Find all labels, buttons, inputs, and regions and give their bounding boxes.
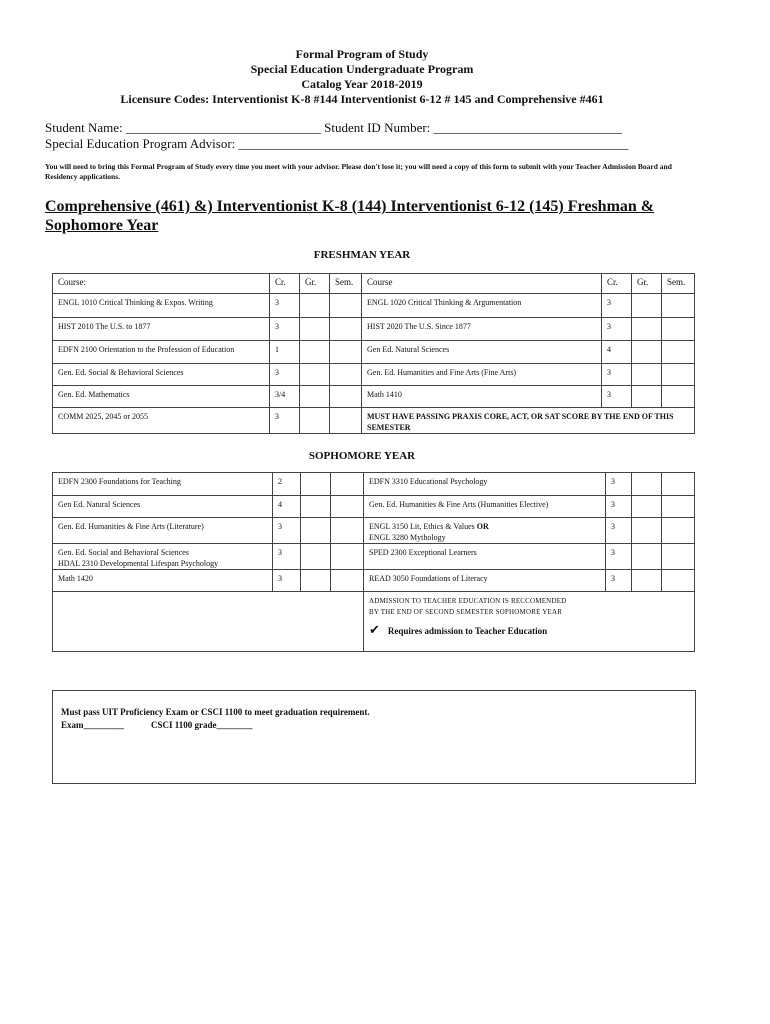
grade-cell[interactable] [632,496,662,518]
document-header [0,47,724,107]
column-header: Sem. [662,274,695,294]
credit-cell: 4 [273,496,301,518]
semester-cell[interactable] [331,496,364,518]
instruction-note: You will need to bring this Formal Program of Study every time you meet with your advisor. Please don't lose it; you will need a copy of this form to submit with your Teacher Admission Board and Residency applications. [45,162,672,181]
credit-cell: 2 [273,473,301,496]
empty-cell [53,592,364,652]
grade-cell[interactable] [301,473,331,496]
credit-cell: 3 [270,364,300,386]
table-row [53,570,695,592]
grade-cell[interactable] [301,544,331,570]
credit-cell: 3 [602,386,632,408]
course-cell: HIST 2010 The U.S. to 1877 [53,318,270,341]
student-name-id-field[interactable]: Student Name: ______________________________ Student ID Number: _____________________________ [45,120,623,135]
semester-cell[interactable] [331,544,364,570]
course-cell: Gen Ed. Natural Sciences [53,496,273,518]
semester-cell[interactable] [330,341,362,364]
column-header: Cr. [270,274,300,294]
column-header: Gr. [632,274,662,294]
course-cell [364,518,606,544]
semester-cell[interactable] [331,473,364,496]
grade-cell[interactable] [632,544,662,570]
credit-cell: 4 [602,341,632,364]
column-header: Course: [53,274,270,294]
semester-cell[interactable] [662,544,695,570]
catalog-year: Catalog Year 2018-2019 [301,77,423,91]
credit-cell: 3 [270,408,300,434]
credit-cell: 3/4 [270,386,300,408]
section-title: Comprehensive (461) &) Interventionist K-8 (144) Interventionist 6-12 (145) Freshman & Sophomore Year [45,198,655,234]
course-cell: READ 3050 Foundations of Literacy [364,570,606,592]
freshman-heading: FRESHMAN YEAR [313,249,411,261]
credit-cell: 3 [602,294,632,318]
grade-cell[interactable] [632,318,662,341]
semester-cell[interactable] [662,364,695,386]
semester-cell[interactable] [330,294,362,318]
credit-cell: 3 [606,570,632,592]
grade-cell[interactable] [301,496,331,518]
column-header: Cr. [602,274,632,294]
admission-line-1: ADMISSION TO TEACHER EDUCATION IS RECCOMENDED [369,597,567,605]
freshman-table [52,273,695,434]
table-row [53,386,695,408]
credit-cell: 3 [606,496,632,518]
course-cell [53,544,273,570]
semester-cell[interactable] [662,341,695,364]
table-row [53,408,695,434]
sophomore-table [52,472,695,652]
grade-cell[interactable] [300,318,330,341]
semester-cell[interactable] [330,386,362,408]
semester-cell[interactable] [662,496,695,518]
grade-cell[interactable] [632,473,662,496]
praxis-requirement-note: MUST HAVE PASSING PRAXIS CORE, ACT, OR SAT SCORE BY THE END OF THIS SEMESTER [362,408,695,434]
semester-cell[interactable] [331,518,364,544]
semester-cell[interactable] [330,408,362,434]
course-cell: ENGL 1010 Critical Thinking & Expos. Writing [53,294,270,318]
grade-cell[interactable] [300,386,330,408]
table-row [53,592,695,652]
column-header: Sem. [330,274,362,294]
grade-cell[interactable] [300,364,330,386]
table-row [53,364,695,386]
course-cell: Gen. Ed. Mathematics [53,386,270,408]
course-cell: Gen. Ed. Humanities & Fine Arts (Literature) [53,518,273,544]
credit-cell: 3 [270,294,300,318]
exam-grade-fields[interactable]: Exam_________ CSCI 1100 grade________ [61,720,253,730]
proficiency-requirement: Must pass UIT Proficiency Exam or CSCI 1100 to meet graduation requirement. [61,707,370,717]
requires-admission-text: Requires admission to Teacher Education [387,626,548,636]
or-label: OR [476,522,489,531]
course-option-a: ENGL 3150 Lit, Ethics & Values [369,522,477,531]
semester-cell[interactable] [662,294,695,318]
course-cell: Gen. Ed. Humanities and Fine Arts (Fine Arts) [362,364,602,386]
sophomore-heading: SOPHOMORE YEAR [308,450,416,462]
course-cell: Math 1420 [53,570,273,592]
course-cell: Gen. Ed. Humanities & Fine Arts (Humanities Elective) [364,496,606,518]
semester-cell[interactable] [330,318,362,341]
course-option-a: Gen. Ed. Social and Behavioral Sciences [58,548,189,557]
credit-cell: 3 [273,544,301,570]
form-title: Formal Program of Study [295,47,429,61]
grade-cell[interactable] [632,570,662,592]
course-cell: COMM 2025, 2045 or 2055 [53,408,270,434]
grade-cell[interactable] [632,341,662,364]
table-row [53,318,695,341]
grade-cell[interactable] [300,294,330,318]
course-cell: HIST 2020 The U.S. Since 1877 [362,318,602,341]
table-row [53,544,695,570]
table-row [53,473,695,496]
semester-cell[interactable] [662,570,695,592]
course-option-b: HDAL 2310 Developmental Lifespan Psychology [58,559,219,568]
grade-cell[interactable] [300,408,330,434]
credit-cell: 3 [606,473,632,496]
program-title: Special Education Undergraduate Program [250,62,474,76]
grade-cell[interactable] [300,341,330,364]
grade-cell[interactable] [632,364,662,386]
semester-cell[interactable] [662,386,695,408]
table-row [53,518,695,544]
grade-cell[interactable] [301,518,331,544]
table-row [53,341,695,364]
table-row [53,294,695,318]
semester-cell[interactable] [662,318,695,341]
course-cell: EDFN 2300 Foundations for Teaching [53,473,273,496]
course-cell: Gen Ed. Natural Sciences [362,341,602,364]
grade-cell[interactable] [632,386,662,408]
credit-cell: 3 [602,364,632,386]
column-header: Gr. [300,274,330,294]
grade-cell[interactable] [301,570,331,592]
semester-cell[interactable] [331,570,364,592]
graduation-requirement-box [52,690,696,784]
table-row [53,496,695,518]
credit-cell: 3 [270,318,300,341]
credit-cell: 3 [606,544,632,570]
credit-cell: 1 [270,341,300,364]
course-cell: Gen. Ed. Social & Behavioral Sciences [53,364,270,386]
table-header-row [53,274,695,294]
checkmark-icon: ✔ [369,622,380,637]
grade-cell[interactable] [632,518,662,544]
semester-cell[interactable] [662,473,695,496]
admission-line-2: BY THE END OF SECOND SEMESTER SOPHOMORE YEAR [369,608,563,616]
course-cell: EDFN 2100 Orientation to the Profession of Education [53,341,270,364]
semester-cell[interactable] [330,364,362,386]
course-cell: SPED 2300 Exceptional Learners [364,544,606,570]
advisor-field[interactable]: Special Education Program Advisor: ____________________________________________________________ [45,136,629,151]
course-cell: Math 1410 [362,386,602,408]
credit-cell: 3 [273,570,301,592]
course-cell: ENGL 1020 Critical Thinking & Argumentation [362,294,602,318]
admission-note [364,592,695,652]
credit-cell: 3 [602,318,632,341]
course-option-b: ENGL 3280 Mythology [369,533,446,542]
grade-cell[interactable] [632,294,662,318]
semester-cell[interactable] [662,518,695,544]
credit-cell: 3 [273,518,301,544]
admission-requirement [369,624,689,637]
course-cell: EDFN 3310 Educational Psychology [364,473,606,496]
column-header: Course [362,274,602,294]
credit-cell: 3 [606,518,632,544]
licensure-codes: Licensure Codes: Interventionist K-8 #144 Interventionist 6-12 # 145 and Comprehensive #461 [120,92,604,106]
student-info [45,120,629,152]
